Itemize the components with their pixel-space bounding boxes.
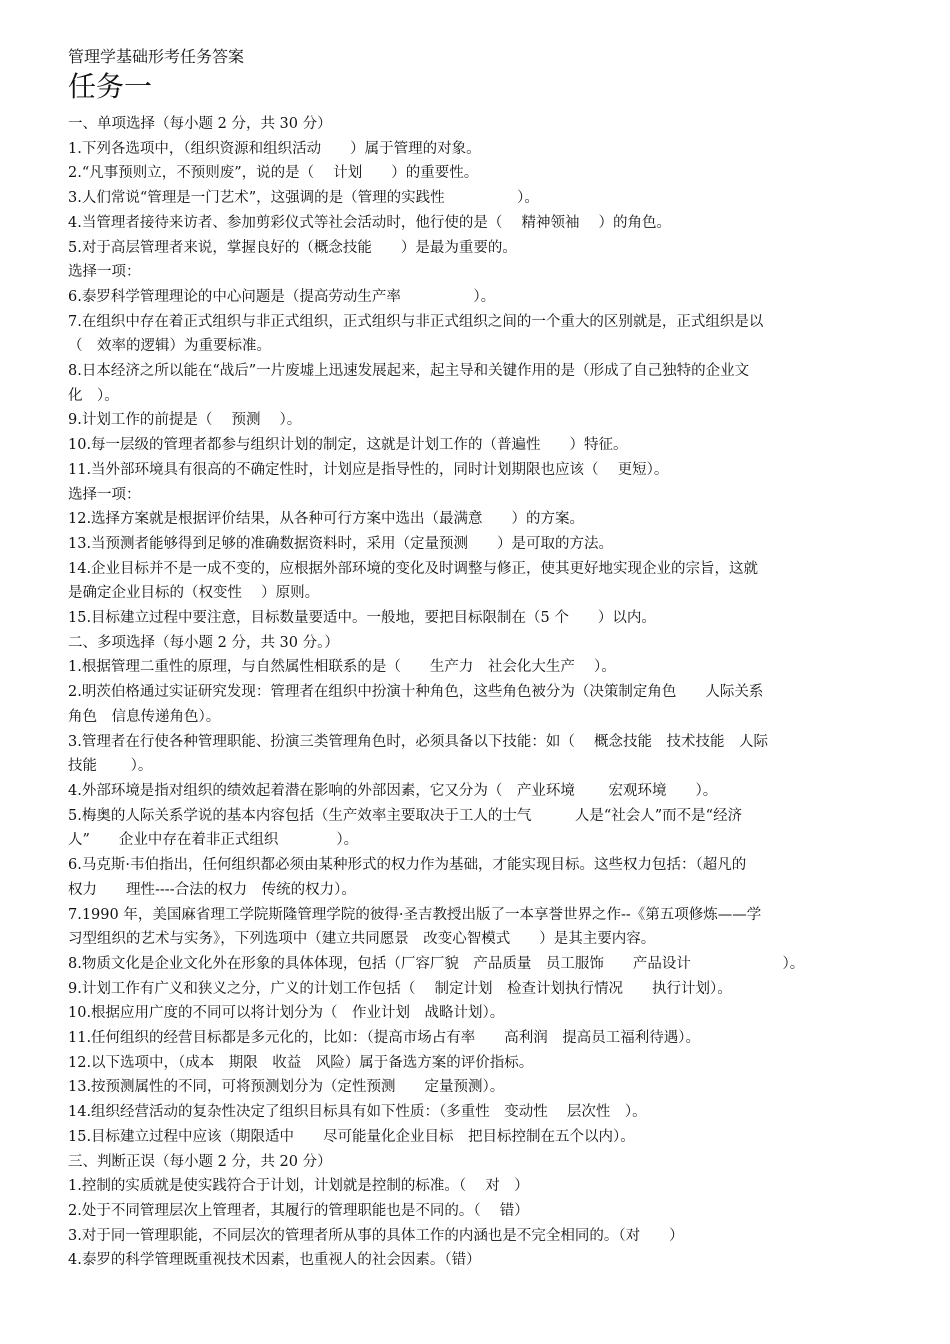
question-line: 3.管理者在行使各种管理职能、扮演三类管理角色时，必须具备以下技能：如（ 概念技能 技术技能 人际 xyxy=(68,733,768,750)
question-line: 2.处于不同管理层次上管理者，其履行的管理职能也是不同的。（ 错） xyxy=(68,1202,529,1219)
question-line: 6.马克斯·韦伯指出，任何组织都必须由某种形式的权力作为基础，才能实现目标。这些权力包括：（超凡的 xyxy=(68,857,747,874)
question-line: 人” 企业中存在着非正式组织 ）。 xyxy=(68,832,359,849)
question-line: 10.每一层级的管理者都参与组织计划的制定，这就是计划工作的（普遍性 ）特征。 xyxy=(68,437,628,454)
question-line: 3.对于同一管理职能，不同层次的管理者所从事的具体工作的内涵也是不完全相同的。（对 ） xyxy=(68,1227,684,1244)
question-line: 15.目标建立过程中应该（期限适中 尽可能量化企业目标 把目标控制在五个以内）。 xyxy=(68,1128,635,1145)
question-line: 4.当管理者接待来访者、参加剪彩仪式等社会活动时，他行使的是（ 精神领袖 ）的角色。 xyxy=(68,214,672,231)
question-line: 5.梅奥的人际关系学说的基本内容包括（生产效率主要取决于工人的士气 人是“社会人”而不是“经济 xyxy=(68,807,743,824)
question-line: 是确定企业目标的（权变性 ）原则。 xyxy=(68,585,320,602)
question-line: 2.明茨伯格通过实证研究发现：管理者在组织中扮演十种角色，这些角色被分为（决策制定角色 人际关系 xyxy=(68,684,764,701)
question-line: 11.任何组织的经营目标都是多元化的，比如：（提高市场占有率 高利润 提高员工福利待遇）。 xyxy=(68,1030,701,1047)
question-line: 3.人们常说“管理是一门艺术”，这强调的是（管理的实践性 ）。 xyxy=(68,190,539,207)
question-line: 10.根据应用广度的不同可以将计划分为（ 作业计划 战略计划）。 xyxy=(68,1005,505,1022)
question-line: 14.企业目标并不是一成不变的，应根据外部环境的变化及时调整与修正，使其更好地实现企业的宗旨，这就 xyxy=(68,560,759,577)
document-body xyxy=(68,112,874,1273)
question-line: 9.计划工作有广义和狭义之分，广义的计划工作包括（ 制定计划 检查计划执行情况 执行计划）。 xyxy=(68,980,732,997)
question-line: 5.对于高层管理者来说，掌握良好的（概念技能 ）是最为重要的。 xyxy=(68,239,517,256)
question-line: 11.当外部环境具有很高的不确定性时，计划应是指导性的，同时计划期限也应该（ 更短）。 xyxy=(68,461,669,478)
question-line: 4.外部环境是指对组织的绩效起着潜在影响的外部因素，它又分为（ 产业环境 宏观环境 ）。 xyxy=(68,782,718,799)
question-line: 选择一项： xyxy=(68,486,141,503)
document-title: 管理学基础形考任务答案 xyxy=(68,47,245,66)
question-line: 8.物质文化是企业文化外在形象的具体体现，包括（厂容厂貌 产品质量 员工服饰 产品设计 ）。 xyxy=(68,955,805,972)
question-line: 15.目标建立过程中要注意，目标数量要适中。一般地，要把目标限制在（5 个 ）以内。 xyxy=(68,610,656,627)
question-line: 选择一项： xyxy=(68,264,141,281)
question-line: 1.根据管理二重性的原理，与自然属性相联系的是（ 生产力 社会化大生产 ）。 xyxy=(68,659,616,676)
question-line: 12.以下选项中，（成本 期限 收益 风险）属于备选方案的评价指标。 xyxy=(68,1054,534,1071)
question-line: 2.“凡事预则立，不预则废”，说的是（ 计划 ）的重要性。 xyxy=(68,165,479,182)
question-line: 12.选择方案就是根据评价结果，从各种可行方案中选出（最满意 ）的方案。 xyxy=(68,511,585,528)
question-line: 6.泰罗科学管理理论的中心问题是（提高劳动生产率 ）。 xyxy=(68,288,496,305)
question-line: 7.1990 年，美国麻省理工学院斯隆管理学院的彼得·圣吉教授出版了一本享誉世界之作--《第五项修炼——学 xyxy=(68,906,762,923)
question-line: 8.日本经济之所以能在“战后”一片废墟上迅速发展起来，起主导和关键作用的是（形成了自己独特的企业文 xyxy=(68,363,750,380)
section-heading: 1.控制的实质就是使实践符合于计划，计划就是控制的标准。（ 对 ） xyxy=(68,1178,529,1195)
question-line: 4.泰罗的科学管理既重视技术因素，也重视人的社会因素。（错） xyxy=(68,1252,481,1269)
question-line: 1.下列各选项中，（组织资源和组织活动 ）属于管理的对象。 xyxy=(68,140,481,157)
question-line: （ 效率的逻辑）为重要标准。 xyxy=(68,338,271,355)
question-line: 角色 信息传递角色）。 xyxy=(68,708,221,725)
question-line: 9.计划工作的前提是（ 预测 ）。 xyxy=(68,412,302,429)
question-line: 化 ）。 xyxy=(68,387,119,404)
question-line: 13.按预测属性的不同，可将预测划分为（定性预测 定量预测）。 xyxy=(68,1079,505,1096)
section-heading: 二、多项选择（每小题 2 分，共 30 分。） xyxy=(68,634,339,651)
question-line: 技能 ）。 xyxy=(68,758,153,775)
question-line: 权力 理性----合法的权力 传统的权力）。 xyxy=(68,881,356,898)
section-heading: 一、单项选择（每小题 2 分，共 30 分） xyxy=(68,116,332,132)
question-line: 习型组织的艺术与实务》，下列选项中（建立共同愿景 改变心智模式 ）是其主要内容。 xyxy=(68,931,656,948)
task-heading: 任务一 xyxy=(68,70,153,103)
question-line: 三、判断正误（每小题 2 分，共 20 分） xyxy=(68,1153,332,1170)
question-line: 7.在组织中存在着正式组织与非正式组织，正式组织与非正式组织之间的一个重大的区别就是，正式组织是以 xyxy=(68,313,764,330)
question-line: 14.组织经营活动的复杂性决定了组织目标具有如下性质：（多重性 变动性 层次性 ）。 xyxy=(68,1104,647,1121)
question-line: 13.当预测者能够得到足够的准确数据资料时，采用（定量预测 ）是可取的方法。 xyxy=(68,535,614,552)
